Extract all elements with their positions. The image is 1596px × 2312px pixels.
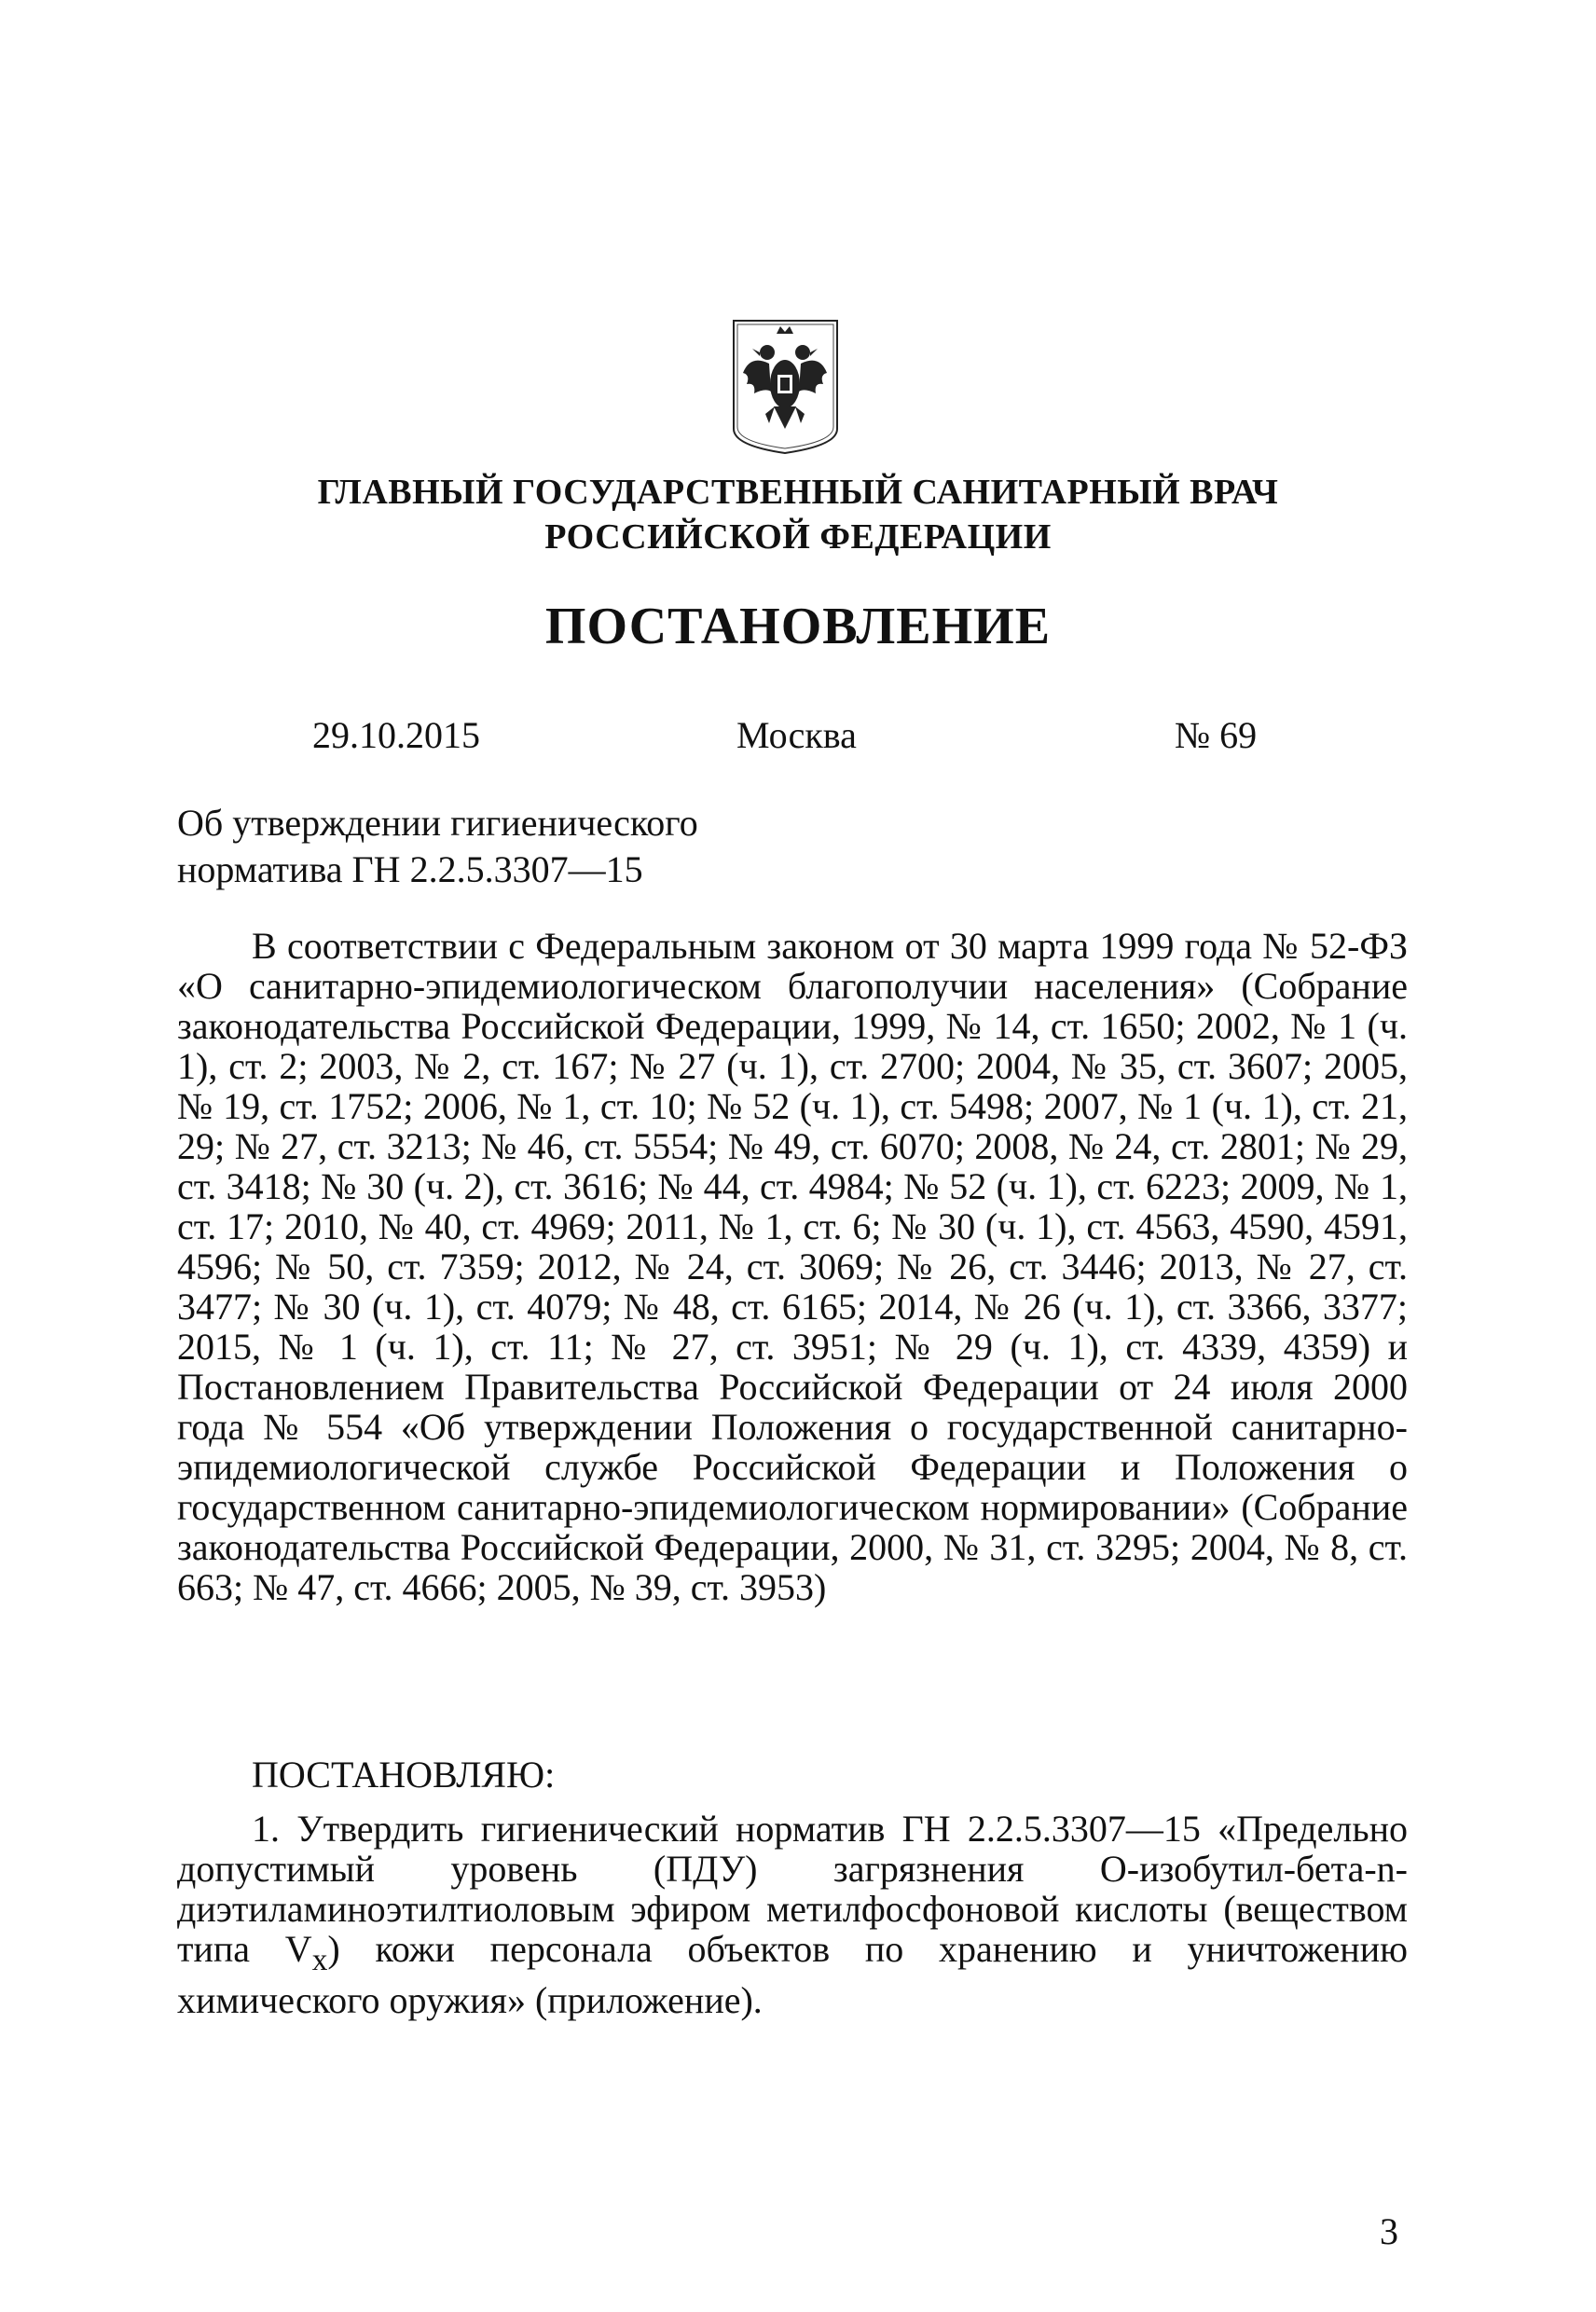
russian-coat-of-arms-emblem — [722, 317, 848, 457]
item-1-text-end: ) кожи персонала объектов по хранению и уничтожению химического оружия» (приложение). — [177, 1928, 1408, 2021]
preamble-paragraph: В соответствии с Федеральным законом от 30 марта 1999 года № 52-ФЗ «О санитарно-эпидемиологическом благополучии населения» (Собрание законодательства Российской Федерации, 1999, № 14, ст. 1650; 2002, № 1 (ч. 1), ст. 2; 2003, № 2, ст. 167; № 27 (ч. 1), ст. 2700; 2004, № 35, ст. 3607; 2005, № 19, ст. 1752; 2006, № 1, ст. 10; № 52 (ч. 1), ст. 5498; 2007, № 1 (ч. 1), ст. 21, 29; № 27, ст. 3213; № 46, ст. 5554; № 49, ст. 6070; 2008, № 24, ст. 2801; № 29, ст. 3418; № 30 (ч. 2), ст. 3616; № 44, ст. 4984; № 52 (ч. 1), ст. 6223; 2009, № 1, ст. 17; 2010, № 40, ст. 4969; 2011, № 1, ст. 6; № 30 (ч. 1), ст. 4563, 4590, 4591, 4596; № 50, ст. 7359; 2012, № 24, ст. 3069; № 26, ст. 3446; 2013, № 27, ст. 3477; № 30 (ч. 1), ст. 4079; № 48, ст. 6165; 2014, № 26 (ч. 1), ст. 3366, 3377; 2015, № 1 (ч. 1), ст. 11; № 27, ст. 3951; № 29 (ч. 1), ст. 4339, 4359) и Постановлением Правительства Российской Федерации от 24 июля 2000 года № 554 «Об утверждении Положения о государственной санитарно-эпидемиологической службе Российской Федерации и Положения о государственном санитарно-эпидемиологическом нормировании» (Собрание законодательства Российской Федерации, 2000, № 31, ст. 3295; 2004, № 8, ст. 663; № 47, ст. 4666; 2005, № 39, ст. 3953) — [177, 925, 1408, 1608]
item-1-paragraph — [177, 1809, 1408, 2020]
item-1-subscript: x — [311, 1943, 328, 1977]
decree-word: ПОСТАНОВЛЯЮ: — [252, 1754, 556, 1796]
document-date: 29.10.2015 — [312, 714, 480, 756]
double-headed-eagle-icon — [722, 317, 848, 457]
document-number: № 69 — [1175, 714, 1258, 756]
subject-line1: Об утверждении гигиенического — [177, 802, 698, 844]
item-1-text-start: 1. Утвердить гигиенический норматив ГН 2.2.5.3307—15 «Предельно допустимый уровень (ПДУ) загрязнения О-изобутил-бета-n-диэтиламиноэтилтиоловым эфиром метилфосфоновой кислоты (веществом типа V — [177, 1808, 1408, 1970]
subject-line2: норматива ГН 2.2.5.3307—15 — [177, 848, 643, 890]
issuer-title-line2: РОССИЙСКОЙ ФЕДЕРАЦИИ — [544, 517, 1052, 557]
document-city: Москва — [736, 714, 857, 756]
issuer-title-line1: ГЛАВНЫЙ ГОСУДАРСТВЕННЫЙ САНИТАРНЫЙ ВРАЧ — [317, 473, 1279, 512]
page-number: 3 — [1380, 2210, 1398, 2252]
document-type-title: ПОСТАНОВЛЕНИЕ — [544, 598, 1052, 655]
document-subject — [177, 800, 698, 893]
